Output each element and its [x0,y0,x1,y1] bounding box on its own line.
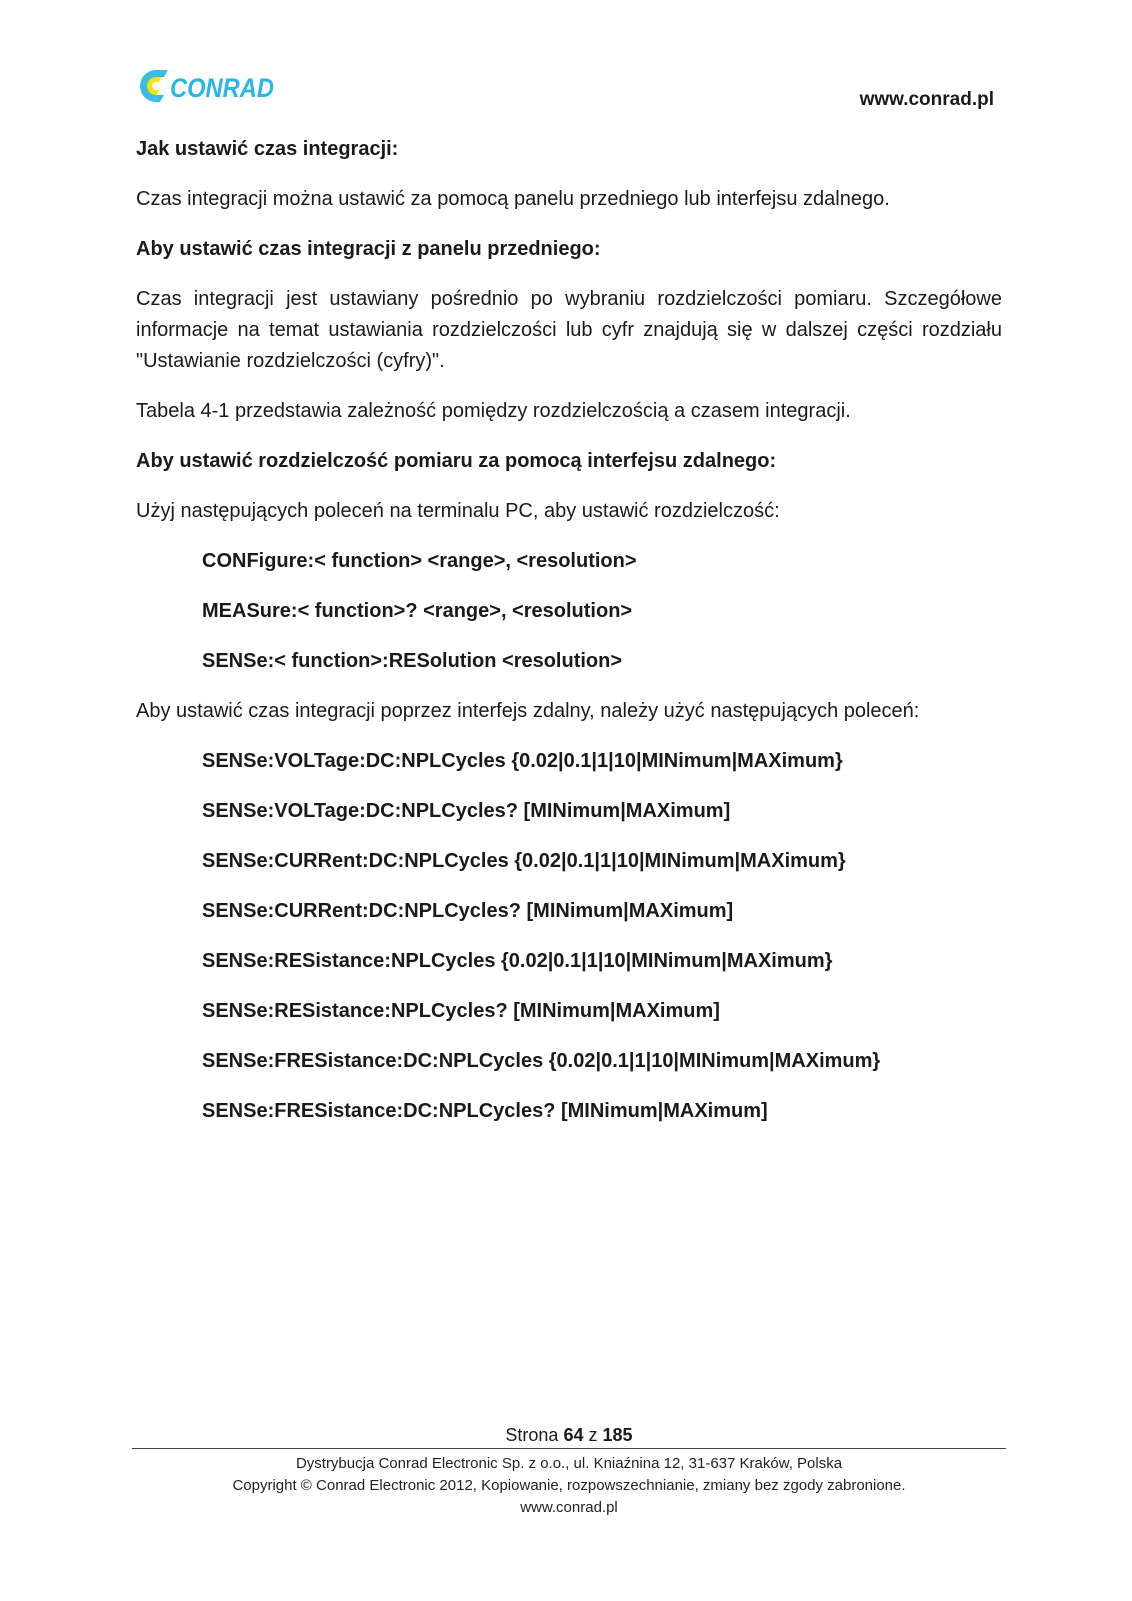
footer-url[interactable]: www.conrad.pl [520,1499,618,1516]
command-line: SENSe:FRESistance:DC:NPLCycles? [MINimum|MAXimum] [202,1100,768,1122]
page-total: 185 [602,1425,633,1445]
command-line: MEASure:< function>? <range>, <resolution> [202,600,633,622]
command-line: SENSe:CURRent:DC:NPLCycles? [MINimum|MAXimum] [202,900,734,922]
svg-text:CONRAD: CONRAD [170,73,274,103]
paragraph-table-ref: Tabela 4-1 przedstawia zależność pomiędzy rozdzielczością a czasem integracji. [136,400,851,422]
heading-front-panel: Aby ustawić czas integracji z panelu przedniego: [136,238,601,260]
heading-remote-interface: Aby ustawić rozdzielczość pomiaru za pomocą interfejsu zdalnego: [136,450,777,472]
heading-integration-time: Jak ustawić czas integracji: [136,138,399,160]
header-site-url[interactable]: www.conrad.pl [859,89,994,110]
paragraph-remote-commands: Użyj następujących poleceń na terminalu PC, aby ustawić rozdzielczość: [136,500,780,522]
paragraph-nplc-commands: Aby ustawić czas integracji poprzez interfejs zdalny, należy użyć następujących poleceń: [136,700,920,722]
paragraph-front-panel: Czas integracji jest ustawiany pośrednio po wybraniu rozdzielczości pomiaru. Szczegółowe informacje na temat ustawiania rozdzielczości lub cyfr znajdują się w dalszej części rozdziału "Ustawianie rozdzielczości (cyfry)". [136,288,1002,372]
page-number [132,1424,1006,1446]
conrad-logo [136,66,278,106]
page-of: z [588,1425,598,1445]
page-label: Strona [505,1425,559,1445]
page-footer [132,1424,1006,1519]
paragraph-intro: Czas integracji można ustawić za pomocą panelu przedniego lub interfejsu zdalnego. [136,188,890,210]
logo-wordmark [170,73,274,103]
command-line: SENSe:VOLTage:DC:NPLCycles {0.02|0.1|1|10|MINimum|MAXimum} [202,750,843,772]
page-content [136,134,1002,1127]
command-line: SENSe:FRESistance:DC:NPLCycles {0.02|0.1|1|10|MINimum|MAXimum} [202,1050,881,1072]
command-line: SENSe:CURRent:DC:NPLCycles {0.02|0.1|1|10|MINimum|MAXimum} [202,850,846,872]
command-line: SENSe:< function>:RESolution <resolution> [202,650,623,672]
footer-divider [132,1448,1006,1449]
command-line: SENSe:VOLTage:DC:NPLCycles? [MINimum|MAXimum] [202,800,731,822]
command-line: SENSe:RESistance:NPLCycles? [MINimum|MAXimum] [202,1000,720,1022]
page-current: 64 [563,1425,584,1445]
footer-copyright: Copyright © Conrad Electronic 2012, Kopiowanie, rozpowszechnianie, zmiany bez zgody zabronione. [232,1477,906,1494]
command-line: SENSe:RESistance:NPLCycles {0.02|0.1|1|10|MINimum|MAXimum} [202,950,833,972]
command-line: CONFigure:< function> <range>, <resolution> [202,550,637,572]
footer-distributor: Dystrybucja Conrad Electronic Sp. z o.o., ul. Kniaźnina 12, 31-637 Kraków, Polska [295,1455,843,1472]
